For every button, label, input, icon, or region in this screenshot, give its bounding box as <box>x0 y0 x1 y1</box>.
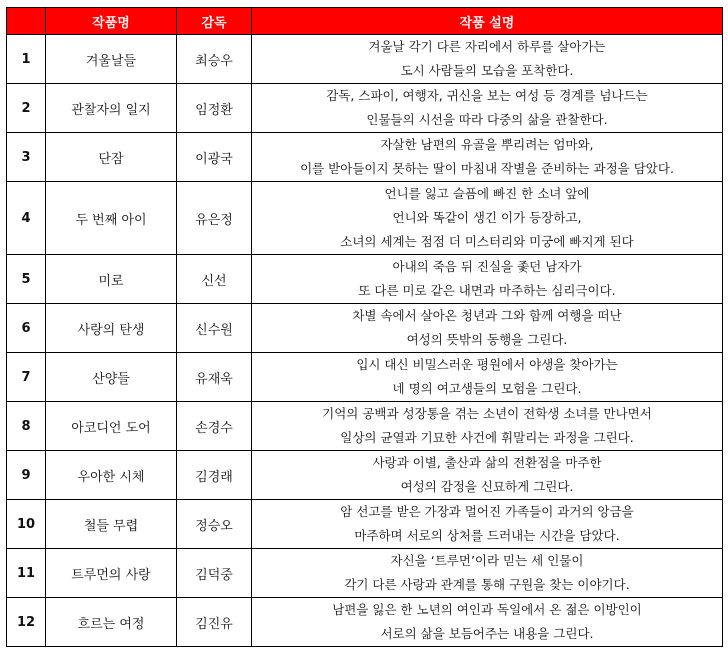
description-line: 여성의 감정을 신묘하게 그린다. <box>400 479 574 494</box>
film-description <box>252 133 723 182</box>
film-title: 미로 <box>46 255 177 304</box>
film-description <box>252 84 723 133</box>
description-line: 남편을 잃은 한 노년의 여인과 독일에서 온 젊은 이방인이 <box>332 602 642 617</box>
description-line: 사랑과 이별, 출산과 삶의 전환점을 마주한 <box>372 455 602 470</box>
film-description <box>252 35 723 84</box>
table-row <box>7 353 723 402</box>
row-number: 12 <box>7 598 46 647</box>
header-description: 작품 설명 <box>252 8 723 35</box>
description-line: 또 다른 미로 같은 내면과 마주하는 심리극이다. <box>358 283 616 298</box>
film-title: 두 번째 아이 <box>46 182 177 255</box>
table-row <box>7 549 723 598</box>
description-line: 여성의 뜻밖의 동행을 그린다. <box>406 332 568 347</box>
film-director: 이광국 <box>177 133 252 182</box>
film-title: 산양들 <box>46 353 177 402</box>
description-line: 각기 다른 사랑과 관계를 통해 구원을 찾는 이야기다. <box>344 577 630 592</box>
table-row <box>7 255 723 304</box>
row-number: 1 <box>7 35 46 84</box>
film-title: 트루먼의 사랑 <box>46 549 177 598</box>
film-director: 김덕중 <box>177 549 252 598</box>
table-row <box>7 84 723 133</box>
description-line: 자신을 ‘트루먼’이라 믿는 세 인물이 <box>390 553 584 568</box>
film-title: 사랑의 탄생 <box>46 304 177 353</box>
header-number <box>7 8 46 35</box>
description-line: 서로의 삶을 보듬어주는 내용을 그린다. <box>380 626 594 641</box>
description-line: 언니와 똑같이 생긴 이가 등장하고, <box>392 210 582 225</box>
film-director: 정승오 <box>177 500 252 549</box>
film-title: 흐르는 여정 <box>46 598 177 647</box>
table-row <box>7 500 723 549</box>
description-line: 겨울날 각기 다른 자리에서 하루를 살아가는 <box>368 39 606 54</box>
film-director: 신수원 <box>177 304 252 353</box>
film-director: 최승우 <box>177 35 252 84</box>
film-description <box>252 255 723 304</box>
film-description <box>252 598 723 647</box>
description-line: 아내의 죽음 뒤 진실을 좇던 남자가 <box>392 259 582 274</box>
description-line: 소녀의 세계는 점점 더 미스터리와 미궁에 빠지게 된다 <box>340 234 634 249</box>
description-line: 입시 대신 비밀스러운 평원에서 야생을 찾아가는 <box>356 357 618 372</box>
film-director: 김진유 <box>177 598 252 647</box>
film-description <box>252 549 723 598</box>
row-number: 5 <box>7 255 46 304</box>
row-number: 9 <box>7 451 46 500</box>
description-line: 감독, 스파이, 여행자, 귀신을 보는 여성 등 경계를 넘나드는 <box>326 88 648 103</box>
table-row <box>7 133 723 182</box>
film-director: 신선 <box>177 255 252 304</box>
description-line: 기억의 공백과 성장통을 겪는 소년이 전학생 소녀를 만나면서 <box>322 406 652 421</box>
row-number: 4 <box>7 182 46 255</box>
row-number: 6 <box>7 304 46 353</box>
header-director: 감독 <box>177 8 252 35</box>
table-row <box>7 35 723 84</box>
film-title: 관찰자의 일지 <box>46 84 177 133</box>
film-director: 김경래 <box>177 451 252 500</box>
film-title: 겨울날들 <box>46 35 177 84</box>
table-row <box>7 451 723 500</box>
film-title: 철들 무렵 <box>46 500 177 549</box>
row-number: 2 <box>7 84 46 133</box>
table-row <box>7 304 723 353</box>
film-description <box>252 304 723 353</box>
description-line: 암 선고를 받은 가장과 멀어진 가족들이 과거의 앙금을 <box>340 504 634 519</box>
description-line: 일상의 균열과 기묘한 사건에 휘말리는 과정을 그린다. <box>340 430 634 445</box>
description-line: 차별 속에서 살아온 청년과 그와 함께 여행을 떠난 <box>352 308 622 323</box>
table-row <box>7 402 723 451</box>
description-line: 이를 받아들이지 못하는 딸이 마침내 작별을 준비하는 과정을 담았다. <box>300 161 674 176</box>
film-description <box>252 500 723 549</box>
description-line: 도시 사람들의 모습을 포착한다. <box>400 63 574 78</box>
row-number: 7 <box>7 353 46 402</box>
row-number: 8 <box>7 402 46 451</box>
film-description <box>252 451 723 500</box>
description-line: 인물들의 시선을 따라 다중의 삶을 관찰한다. <box>366 112 608 127</box>
film-description <box>252 353 723 402</box>
table-header-row <box>7 8 723 35</box>
description-line: 자살한 남편의 유골을 뿌리려는 엄마와, <box>380 137 594 152</box>
row-number: 10 <box>7 500 46 549</box>
film-director: 유재욱 <box>177 353 252 402</box>
table-row <box>7 598 723 647</box>
film-title: 우아한 시체 <box>46 451 177 500</box>
film-table <box>6 7 723 647</box>
film-director: 임정환 <box>177 84 252 133</box>
description-line: 네 명의 여고생들의 모험을 그린다. <box>392 381 582 396</box>
table-row <box>7 182 723 255</box>
film-title: 단잠 <box>46 133 177 182</box>
film-director: 손경수 <box>177 402 252 451</box>
film-director: 유은정 <box>177 182 252 255</box>
row-number: 3 <box>7 133 46 182</box>
header-title: 작품명 <box>46 8 177 35</box>
row-number: 11 <box>7 549 46 598</box>
description-line: 마주하며 서로의 상처를 드러내는 시간을 담았다. <box>354 528 620 543</box>
film-title: 아코디언 도어 <box>46 402 177 451</box>
film-description <box>252 402 723 451</box>
film-description <box>252 182 723 255</box>
table-body <box>7 35 723 647</box>
description-line: 언니를 잃고 슬픔에 빠진 한 소녀 앞에 <box>384 186 590 201</box>
